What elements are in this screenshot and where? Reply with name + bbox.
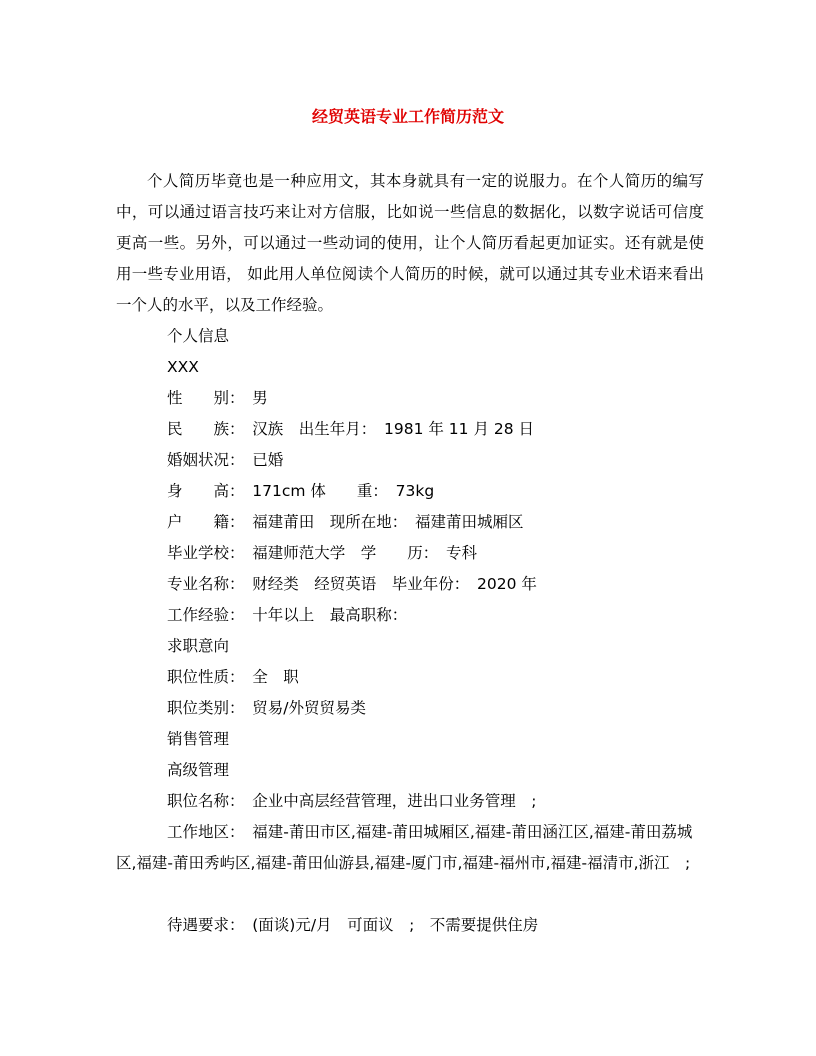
document-title: 经贸英语专业工作简历范文 — [311, 107, 504, 126]
line-job-title: 职位名称： 企业中高层经营管理，进出口业务管理 ; — [167, 792, 537, 810]
line-personal-info: 个人信息 — [167, 327, 230, 345]
line-job-intention: 求职意向 — [167, 637, 230, 655]
line-name: XXX — [167, 358, 199, 376]
line-marital-status: 婚姻状况： 已婚 — [167, 451, 284, 469]
line-major-graduation: 专业名称： 财经类 经贸英语 毕业年份： 2020 年 — [167, 575, 537, 593]
line-sales-management: 销售管理 — [167, 730, 230, 748]
line-senior-management: 高级管理 — [167, 761, 230, 779]
line-salary-requirement: 待遇要求： (面谈)元/月 可面议 ; 不需要提供住房 — [167, 916, 539, 934]
line-job-category: 职位类别： 贸易/外贸贸易类 — [167, 699, 366, 717]
line-job-nature: 职位性质： 全 职 — [167, 668, 299, 686]
line-ethnicity-birth: 民 族： 汉族 出生年月： 1981 年 11 月 28 日 — [167, 420, 535, 438]
line-experience-title: 工作经验： 十年以上 最高职称： — [167, 606, 408, 624]
line-work-area: 工作地区： 福建-莆田市区,福建-莆田城厢区,福建-莆田涵江区,福建-莆田荔城区,福建-莆田秀屿区,福建-莆田仙游县,福建-厦门市,福建-福州市,福建-福清市,浙江 ; — [116, 823, 693, 872]
line-height-weight: 身 高： 171cm 体 重： 73kg — [167, 482, 435, 500]
intro-paragraph: 个人简历毕竟也是一种应用文，其本身就具有一定的说服力。在个人简历的编写中，可以通过语言技巧来让对方信服，比如说一些信息的数据化，以数字说话可信度更高一些。另外，可以通过一些动词的使用，让个人简历看起更加证实。还有就是使用一些专业用语， 如此用人单位阅读个人简历的时候，就可以通过其专业术语来看出一个人的水平，以及工作经验。 — [116, 172, 704, 314]
line-school-education: 毕业学校： 福建师范大学 学 历： 专科 — [167, 544, 478, 562]
line-hometown-location: 户 籍： 福建莆田 现所在地： 福建莆田城厢区 — [167, 513, 524, 531]
line-gender: 性 别： 男 — [167, 389, 268, 407]
